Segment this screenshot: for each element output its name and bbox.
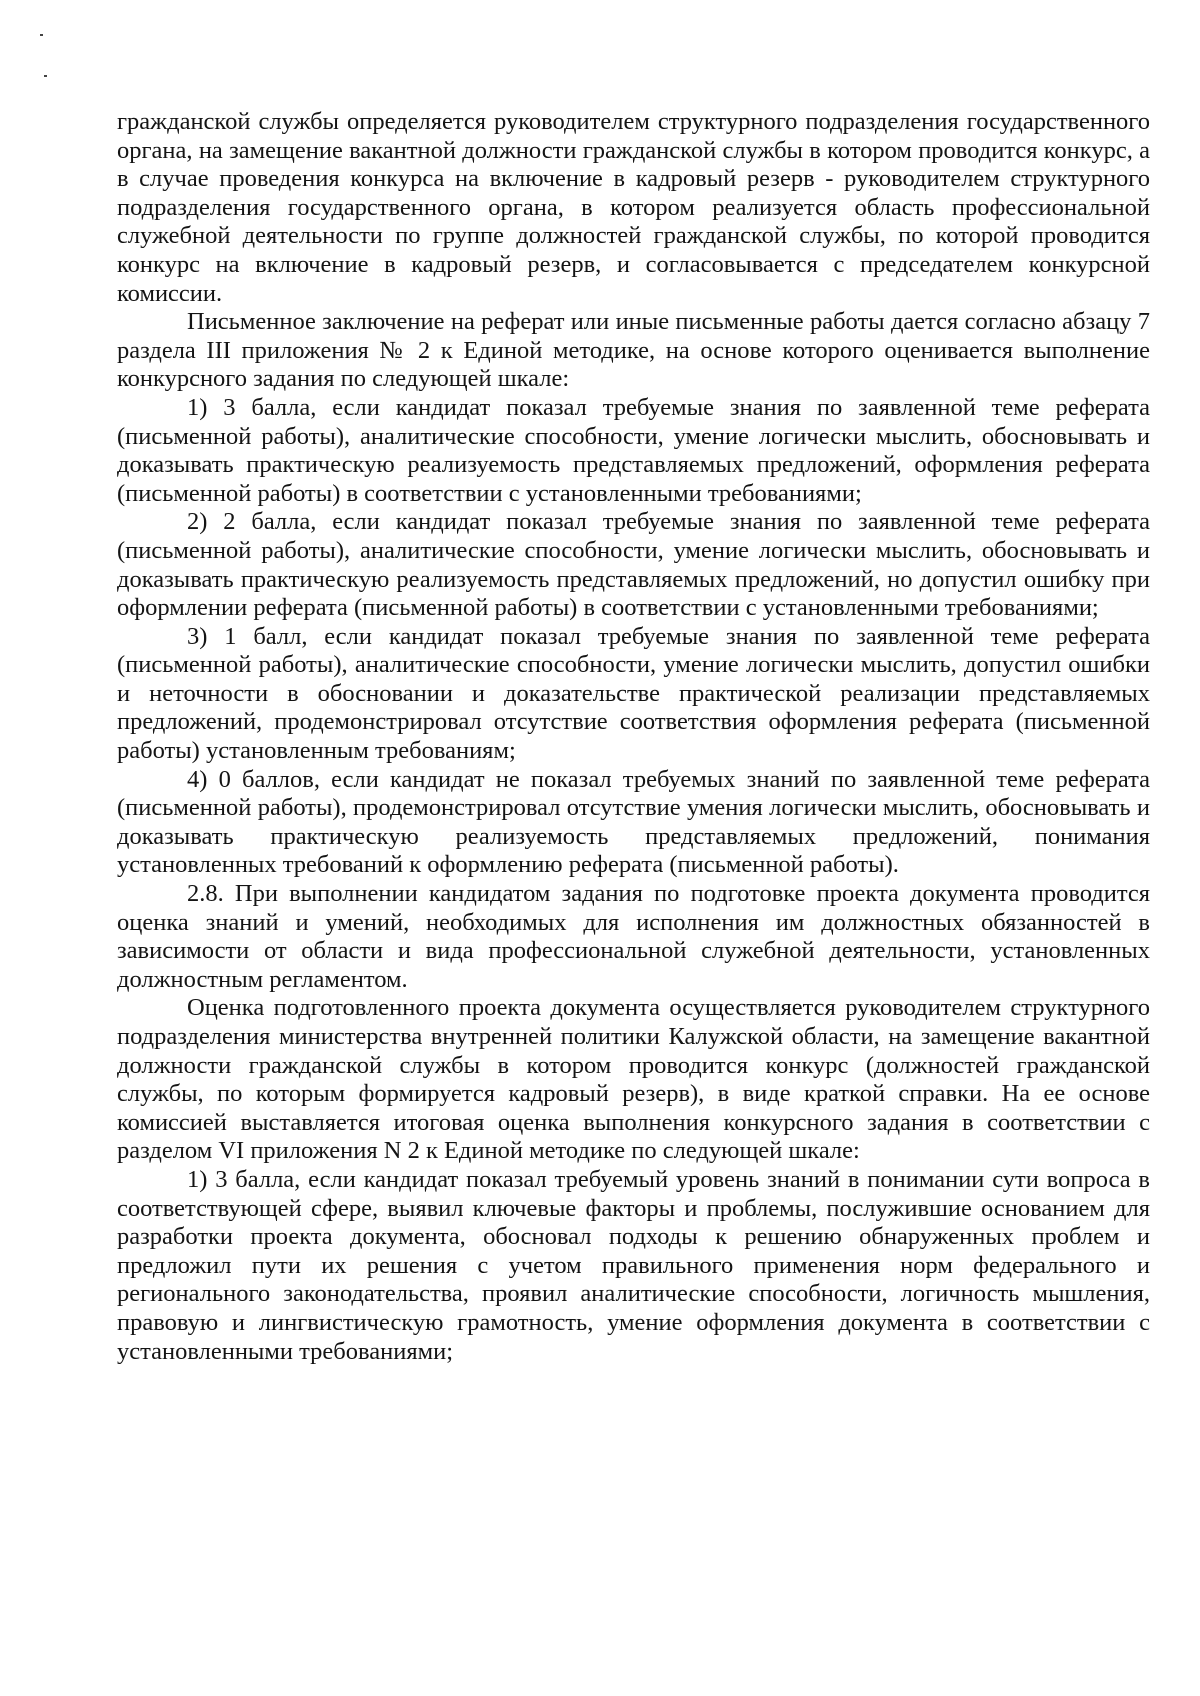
- scan-speck-2: [44, 75, 47, 77]
- paragraph-score-1: 3) 1 балл, если кандидат показал требуемые знания по заявленной теме реферата (письменной работы), аналитические способности, умение логически мыслить, допустил ошибки и неточности в обосновании и доказательстве практической реализации представляемых предложений, продемонстрировал отсутствие соответствия оформления реферата (письменной работы) установленным требованиям;: [117, 622, 1150, 765]
- paragraph-score-2: 2) 2 балла, если кандидат показал требуемые знания по заявленной теме реферата (письменной работы), аналитические способности, умение логически мыслить, обосновывать и доказывать практическую реализуемость представляемых предложений, но допустил ошибку при оформлении реферата (письменной работы) в соответствии с установленными требованиями;: [117, 508, 1150, 622]
- paragraph-continuation: гражданской службы определяется руководителем структурного подразделения государственного органа, на замещение вакантной должности гражданской службы в котором проводится конкурс, а в случае проведения конкурса на включение в кадровый резерв - руководителем структурного подразделения государственного органа, в котором реализуется область профессиональной служебной деятельности по группе должностей гражданской службы, по которой проводится конкурс на включение в кадровый резерв, и согласовывается с председателем конкурсной комиссии.: [117, 108, 1150, 307]
- paragraph-written-conclusion: Письменное заключение на реферат или иные письменные работы дается согласно абзацу 7 раздела III приложения № 2 к Единой методике, на основе которого оценивается выполнение конкурсного задания по следующей шкале:: [117, 308, 1150, 393]
- paragraph-score-3: 1) 3 балла, если кандидат показал требуемые знания по заявленной теме реферата (письменной работы), аналитические способности, умение логически мыслить, обосновывать и доказывать практическую реализуемость представляемых предложений, оформления реферата (письменной работы) в соответствии с установленными требованиями;: [117, 393, 1150, 507]
- paragraph-draft-score-3: 1) 3 балла, если кандидат показал требуемый уровень знаний в понимании сути вопроса в соответствующей сфере, выявил ключевые факторы и проблемы, послужившие основанием для разработки проекта документа, обосновал подходы к решению обнаруженных проблем и предложил пути их решения с учетом правильного применения норм федерального и регионального законодательства, проявил аналитические способности, логичность мышления, правовую и лингвистическую грамотность, умение оформления документа в соответствии с установленными требованиями;: [117, 1165, 1150, 1365]
- paragraph-draft-evaluation: Оценка подготовленного проекта документа осуществляется руководителем структурного подразделения министерства внутренней политики Калужской области, на замещение вакантной должности гражданской службы в котором проводится конкурс (должностей гражданской службы, по которым формируется кадровый резерв), в виде краткой справки. На ее основе комиссией выставляется итоговая оценка выполнения конкурсного задания в соответствии с разделом VI приложения N 2 к Единой методике по следующей шкале:: [117, 994, 1150, 1165]
- document-body: [117, 108, 1150, 1366]
- scan-speck-1: [40, 34, 43, 36]
- paragraph-section-2-8: 2.8. При выполнении кандидатом задания по подготовке проекта документа проводится оценка знаний и умений, необходимых для исполнения им должностных обязанностей в зависимости от области и вида профессиональной служебной деятельности, установленных должностным регламентом.: [117, 880, 1150, 993]
- paragraph-score-0: 4) 0 баллов, если кандидат не показал требуемых знаний по заявленной теме реферата (письменной работы), продемонстрировал отсутствие умения логически мыслить, обосновывать и доказывать практическую реализуемость представляемых предложений, понимания установленных требований к оформлению реферата (письменной работы).: [117, 765, 1150, 879]
